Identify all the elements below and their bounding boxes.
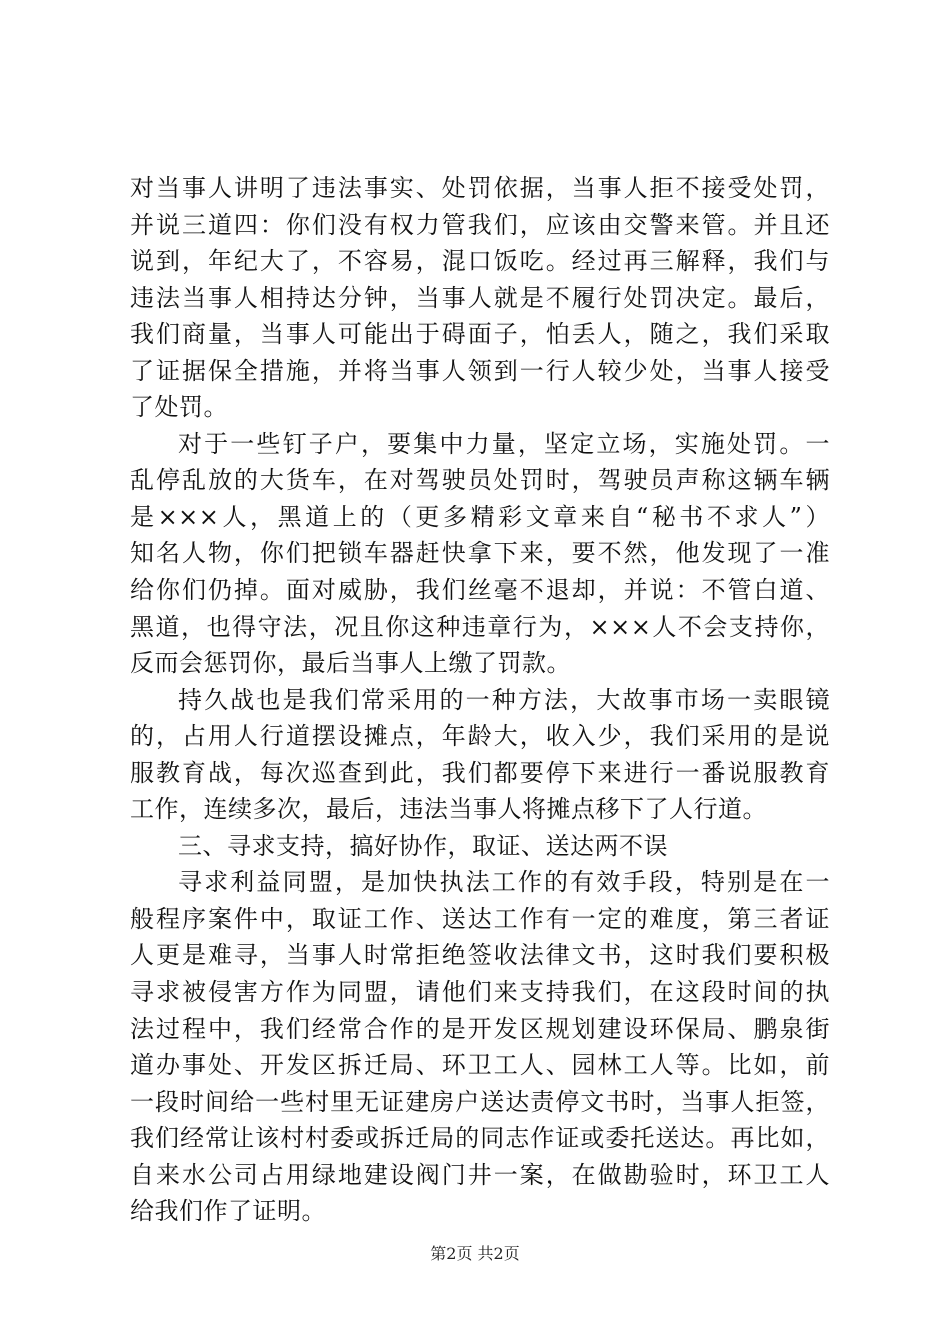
text-line: 给我们作了证明。 (130, 1197, 326, 1226)
text-line: 我们商量，当事人可能出于碍面子，怕丢人，随之，我们采取 (130, 320, 830, 349)
text-line: 的，占用人行道摆设摊点，年龄大，收入少，我们采用的是说 (130, 722, 830, 751)
text-line: 寻求被侵害方作为同盟，请他们来支持我们，在这段时间的执 (130, 978, 830, 1007)
page-footer: 第2页 共2页 (430, 1244, 520, 1263)
section-heading: 三、寻求支持，搞好协作，取证、送达两不误 (178, 831, 668, 860)
text-line: 了证据保全措施，并将当事人领到一行人较少处，当事人接受 (130, 356, 830, 385)
text-line: 我们经常让该村村委或拆迁局的同志作证或委托送达。再比如， (130, 1124, 830, 1153)
text-line: 对当事人讲明了违法事实、处罚依据，当事人拒不接受处罚， (130, 174, 830, 202)
paragraph-first-line: 对于一些钉子户，要集中力量，坚定立场，实施处罚。一 (178, 429, 830, 458)
paragraph-first-line: 寻求利益同盟，是加快执法工作的有效手段，特别是在一 (178, 868, 830, 897)
text-line: 道办事处、开发区拆迁局、环卫工人、园林工人等。比如，前 (130, 1051, 830, 1080)
text-line: 是×××人，黑道上的（更多精彩文章来自“秘书不求人”） (130, 502, 830, 531)
text-line: 了处罚。 (130, 393, 228, 422)
text-line: 反而会惩罚你，最后当事人上缴了罚款。 (130, 649, 571, 678)
text-line: 违法当事人相持达分钟，当事人就是不履行处罚决定。最后， (130, 283, 830, 312)
text-line: 服教育战，每次巡查到此，我们都要停下来进行一番说服教育 (130, 758, 830, 787)
text-line: 自来水公司占用绿地建设阀门井一案，在做勘验时，环卫工人 (130, 1160, 830, 1189)
text-line: 并说三道四：你们没有权力管我们，应该由交警来管。并且还 (130, 210, 830, 239)
text-line: 给你们仍掉。面对威胁，我们丝毫不退却，并说：不管白道、 (130, 576, 830, 605)
document-body (130, 170, 830, 1230)
text-line: 说到，年纪大了，不容易，混口饭吃。经过再三解释，我们与 (130, 247, 830, 276)
text-line: 法过程中，我们经常合作的是开发区规划建设环保局、鹏泉街 (130, 1014, 830, 1043)
text-line: 般程序案件中，取证工作、送达工作有一定的难度，第三者证 (130, 904, 830, 933)
text-line: 乱停乱放的大货车，在对驾驶员处罚时，驾驶员声称这辆车辆 (130, 466, 830, 495)
text-line: 知名人物，你们把锁车器赶快拿下来，要不然，他发现了一准 (130, 539, 830, 568)
text-line: 一段时间给一些村里无证建房户送达责停文书时，当事人拒签， (130, 1087, 830, 1116)
text-line: 工作，连续多次，最后，违法当事人将摊点移下了人行道。 (130, 795, 767, 824)
text-line: 黑道，也得守法，况且你这种违章行为，×××人不会支持你， (130, 612, 830, 641)
text-line: 人更是难寻，当事人时常拒绝签收法律文书，这时我们要积极 (130, 941, 830, 970)
paragraph-first-line: 持久战也是我们常采用的一种方法，大故事市场一卖眼镜 (178, 685, 830, 714)
